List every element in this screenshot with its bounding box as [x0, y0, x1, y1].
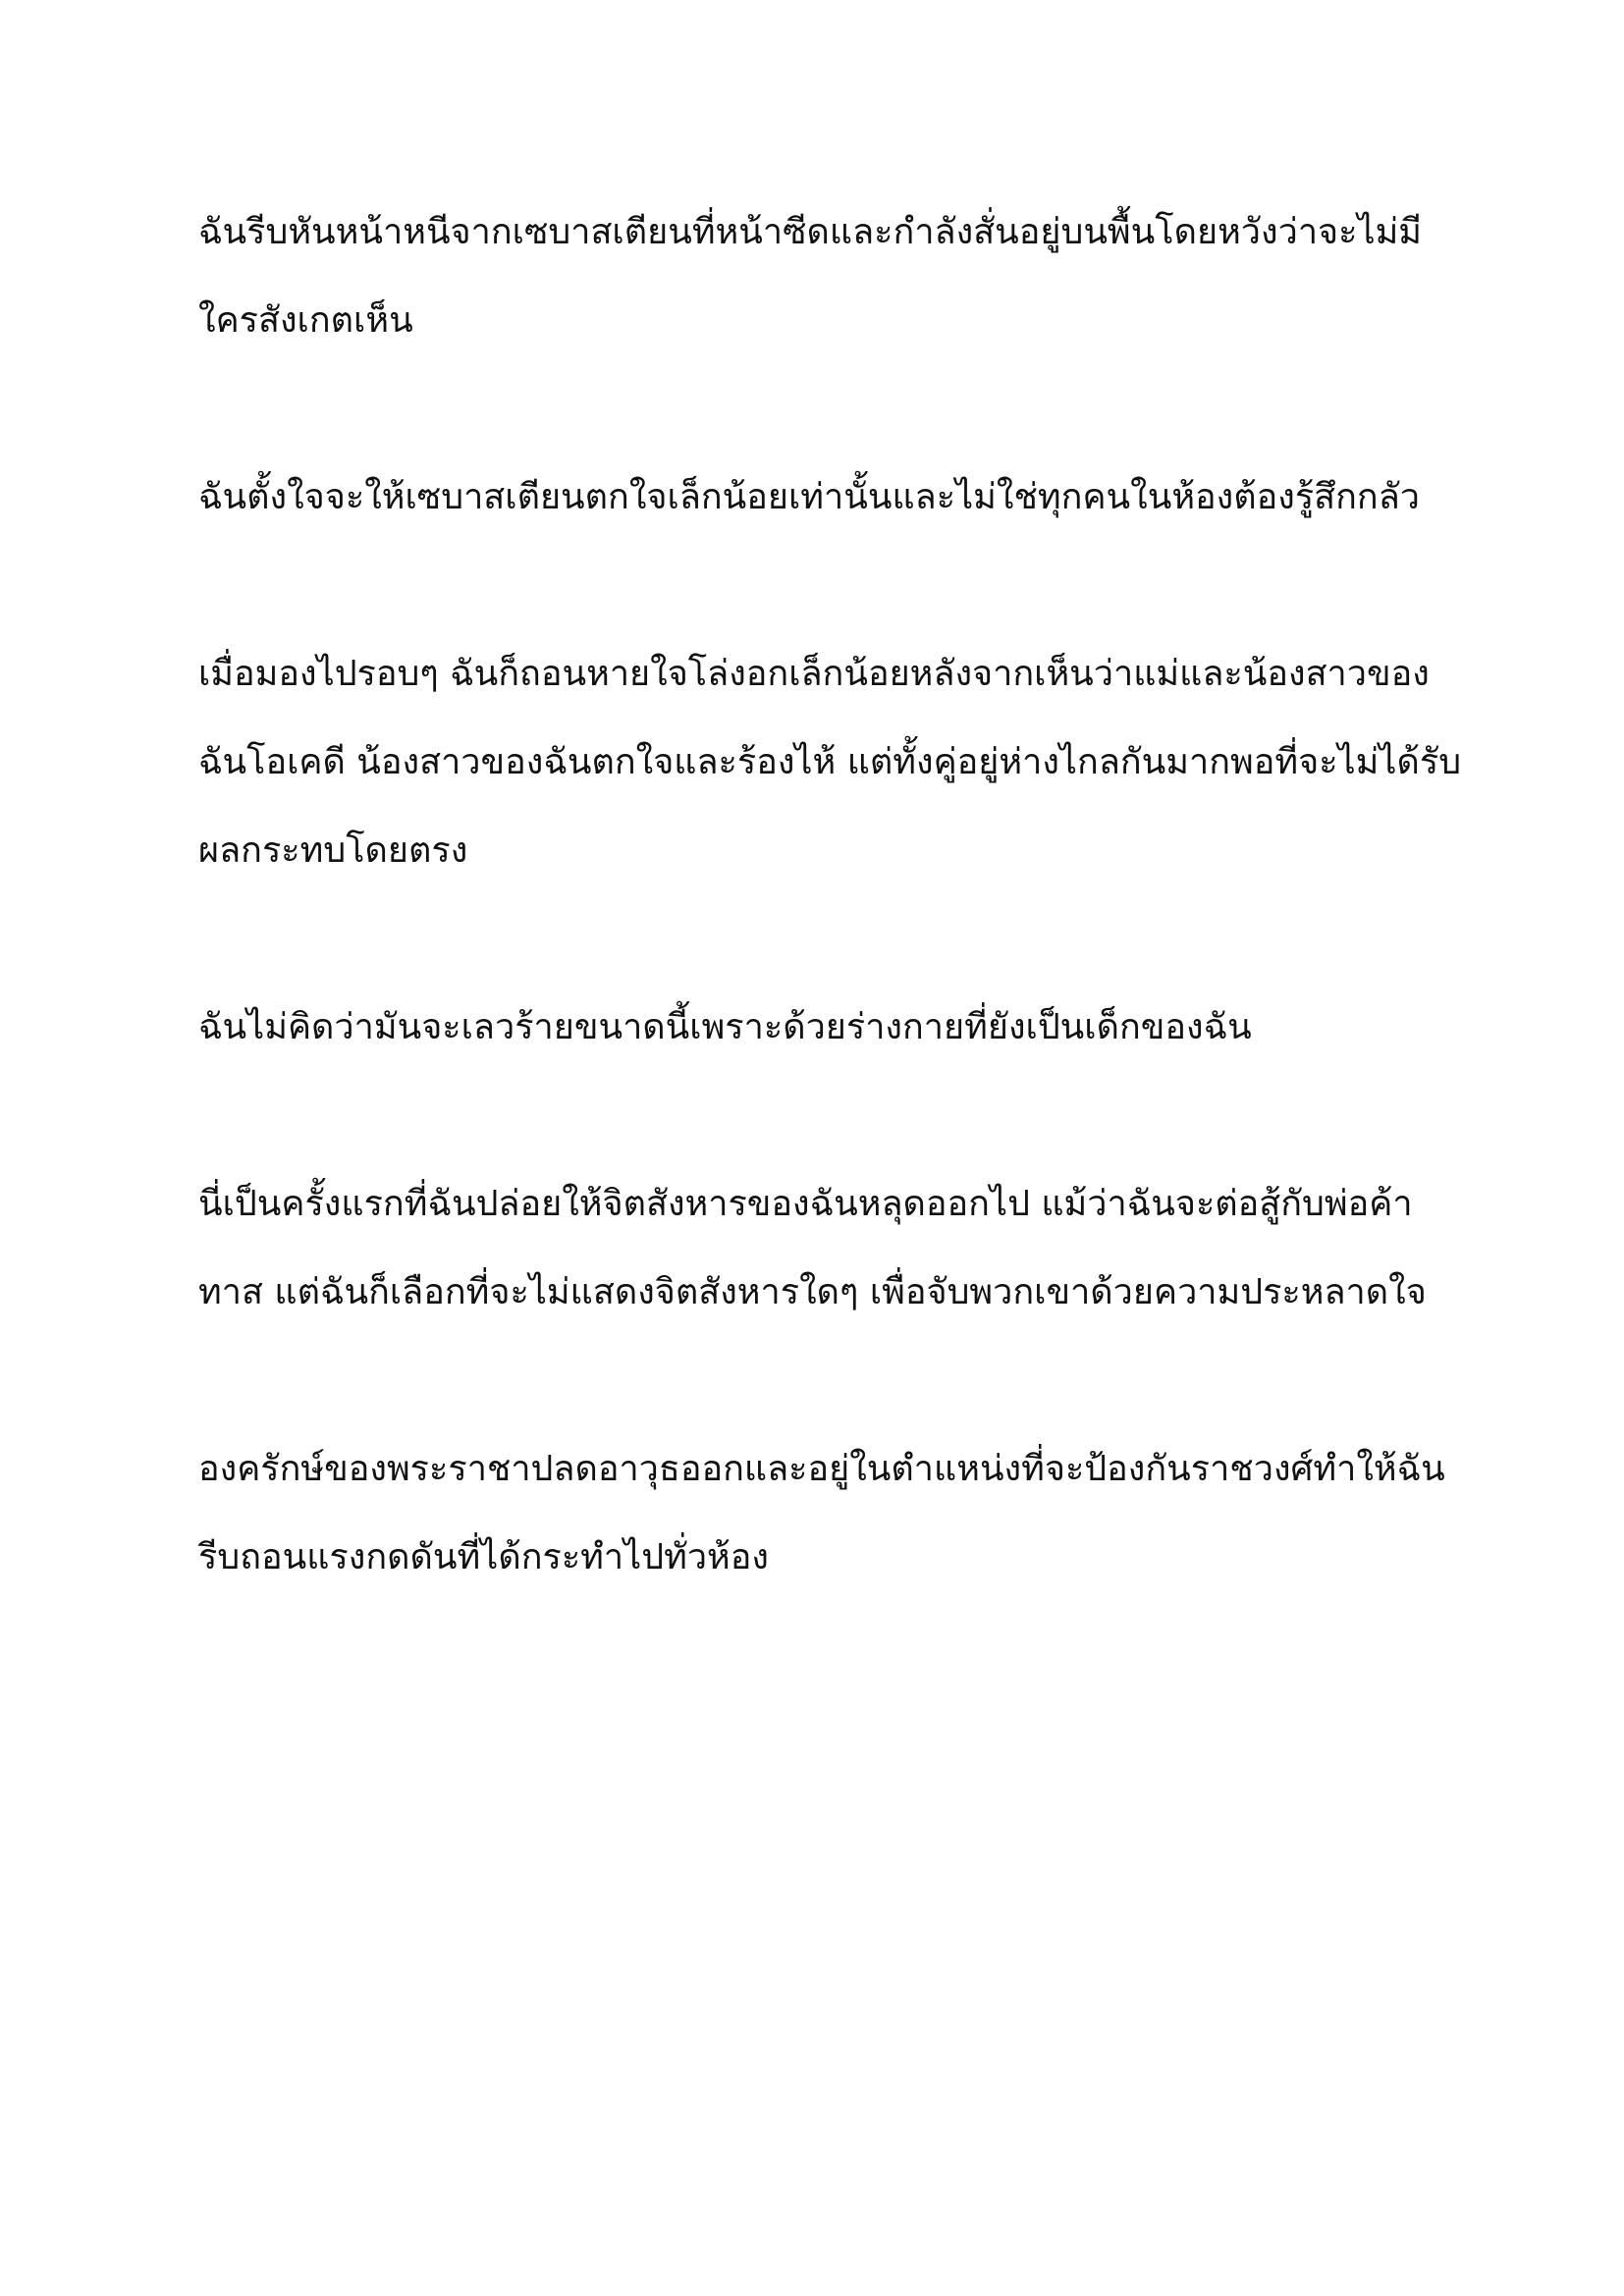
paragraph-line: ผลกระทบโดยตรง: [198, 830, 468, 871]
paragraph-line: องครักษ์ของพระราชาปลดอาวุธออกและอยู่ในตำแหน่งที่จะป้องกันราชวงศ์ทำให้ฉัน: [198, 1449, 1445, 1489]
paragraph-6: [198, 1425, 1445, 1602]
paragraph-line: เมื่อมองไปรอบๆ ฉันก็ถอนหายใจโล่งอกเล็กน้อยหลังจากเห็นว่าแม่และน้องสาวของ: [198, 654, 1430, 694]
paragraph-4: [198, 984, 1445, 1072]
paragraph-line: ใครสังเกตเห็น: [198, 300, 413, 341]
paragraph-line: นี่เป็นครั้งแรกที่ฉันปล่อยให้จิตสังหารของฉันหลุดออกไป แม้ว่าฉันจะต่อสู้กับพ่อค้า: [198, 1184, 1413, 1224]
paragraph-line: ฉันตั้งใจจะให้เซบาสเตียนตกใจเล็กน้อยเท่านั้นและไม่ใช่ทุกคนในห้องต้องรู้สึกกลัว: [198, 477, 1421, 517]
paragraph-line: รีบถอนแรงกดดันที่ได้กระทำไปทั่วห้อง: [198, 1537, 769, 1577]
document-body: [198, 188, 1462, 1690]
paragraph-line: ฉันโอเคดี น้องสาวของฉันตกใจและร้องไห้ แต่ทั้งคู่อยู่ห่างไกลกันมากพอที่จะไม่ได้รับ: [198, 742, 1462, 782]
paragraph-line: ฉันไม่คิดว่ามันจะเลวร้ายขนาดนี้เพราะด้วยร่างกายที่ยังเป็นเด็กของฉัน: [198, 1007, 1252, 1047]
paragraph-1: [198, 188, 1445, 365]
paragraph-2: [198, 454, 1445, 542]
paragraph-3: [198, 630, 1462, 895]
paragraph-line: ฉันรีบหันหน้าหนีจากเซบาสเตียนที่หน้าซีดและกำลังสั่นอยู่บนพื้นโดยหวังว่าจะไม่มี: [198, 212, 1423, 252]
paragraph-line: ทาส แต่ฉันก็เลือกที่จะไม่แสดงจิตสังหารใดๆ เพื่อจับพวกเขาด้วยความประหลาดใจ: [198, 1272, 1427, 1312]
paragraph-5: [198, 1160, 1445, 1337]
